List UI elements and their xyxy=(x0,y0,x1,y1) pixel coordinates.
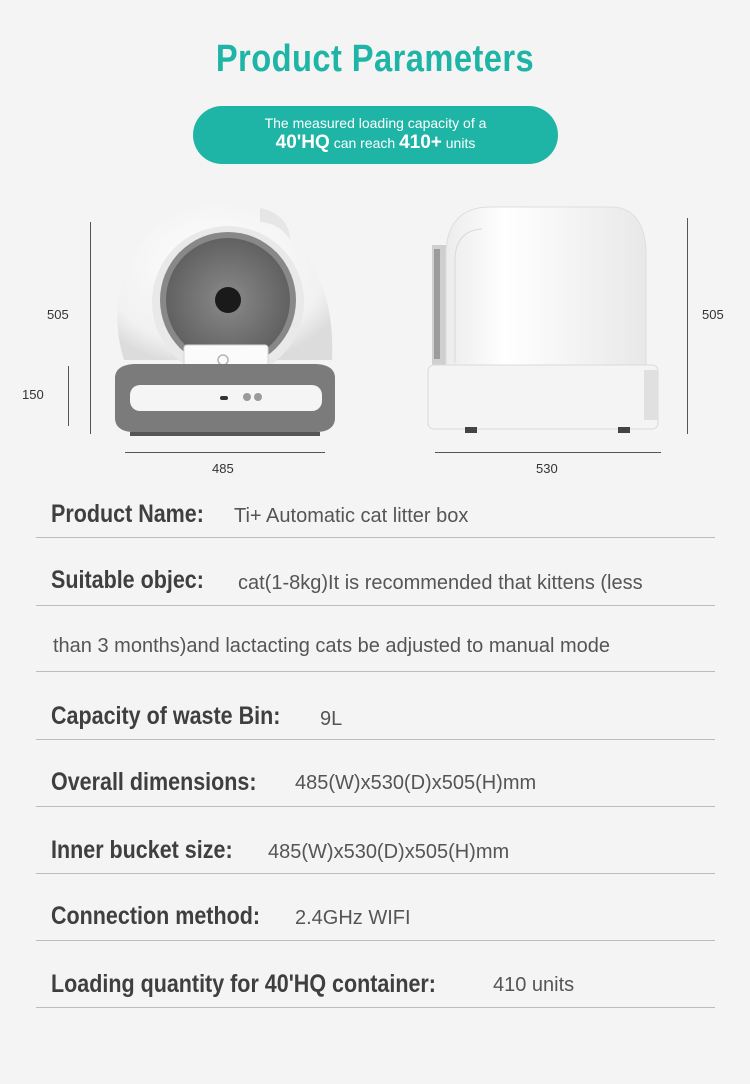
overall-dimensions-label: Overall dimensions: xyxy=(51,768,257,796)
divider xyxy=(36,806,715,807)
divider xyxy=(36,1007,715,1008)
divider xyxy=(36,873,715,874)
inner-bucket-value: 485(W)x530(D)x505(H)mm xyxy=(268,841,510,863)
front-width-value: 485 xyxy=(212,461,234,476)
divider xyxy=(36,940,715,941)
side-depth-line xyxy=(435,452,661,453)
loading-quantity-label: Loading quantity for 40'HQ container: xyxy=(51,970,436,998)
overall-dimensions-value: 485(W)x530(D)x505(H)mm xyxy=(295,772,537,794)
suitable-value-line-2: than 3 months)and lactacting cats be adjusted to manual mode xyxy=(53,635,611,657)
base-height-value: 150 xyxy=(22,387,44,402)
suitable-value-line-1: cat(1-8kg)It is recommended that kittens (less xyxy=(238,572,643,594)
divider xyxy=(36,605,715,606)
product-name-label: Product Name: xyxy=(51,500,204,528)
suitable-label: Suitable objec: xyxy=(51,566,204,594)
capacity-banner xyxy=(193,106,558,164)
front-height-line xyxy=(90,222,91,434)
divider xyxy=(36,739,715,740)
divider xyxy=(36,671,715,672)
banner-line-1: The measured loading capacity of a xyxy=(264,115,487,131)
divider xyxy=(36,537,715,538)
side-height-line xyxy=(687,218,688,434)
front-width-line xyxy=(125,452,325,453)
connection-label: Connection method: xyxy=(51,902,261,930)
side-depth-value: 530 xyxy=(536,461,558,476)
loading-quantity-value: 410 units xyxy=(493,974,575,996)
banner-line-2 xyxy=(193,132,558,154)
front-view-image xyxy=(100,200,350,440)
page-title: Product Parameters xyxy=(215,38,535,80)
banner-hq: 40'HQ xyxy=(275,132,330,153)
front-height-value: 505 xyxy=(47,307,69,322)
side-view-image xyxy=(420,205,670,440)
capacity-value: 9L xyxy=(320,708,343,730)
product-name-value: Ti+ Automatic cat litter box xyxy=(234,505,469,527)
banner-count: 410+ xyxy=(399,132,442,153)
side-height-value: 505 xyxy=(702,307,724,322)
banner-mid: can reach xyxy=(333,135,396,151)
banner-units: units xyxy=(445,135,476,151)
capacity-label: Capacity of waste Bin: xyxy=(51,702,281,730)
inner-bucket-label: Inner bucket size: xyxy=(51,836,233,864)
connection-value: 2.4GHz WIFI xyxy=(295,907,411,929)
base-height-line xyxy=(68,366,69,426)
